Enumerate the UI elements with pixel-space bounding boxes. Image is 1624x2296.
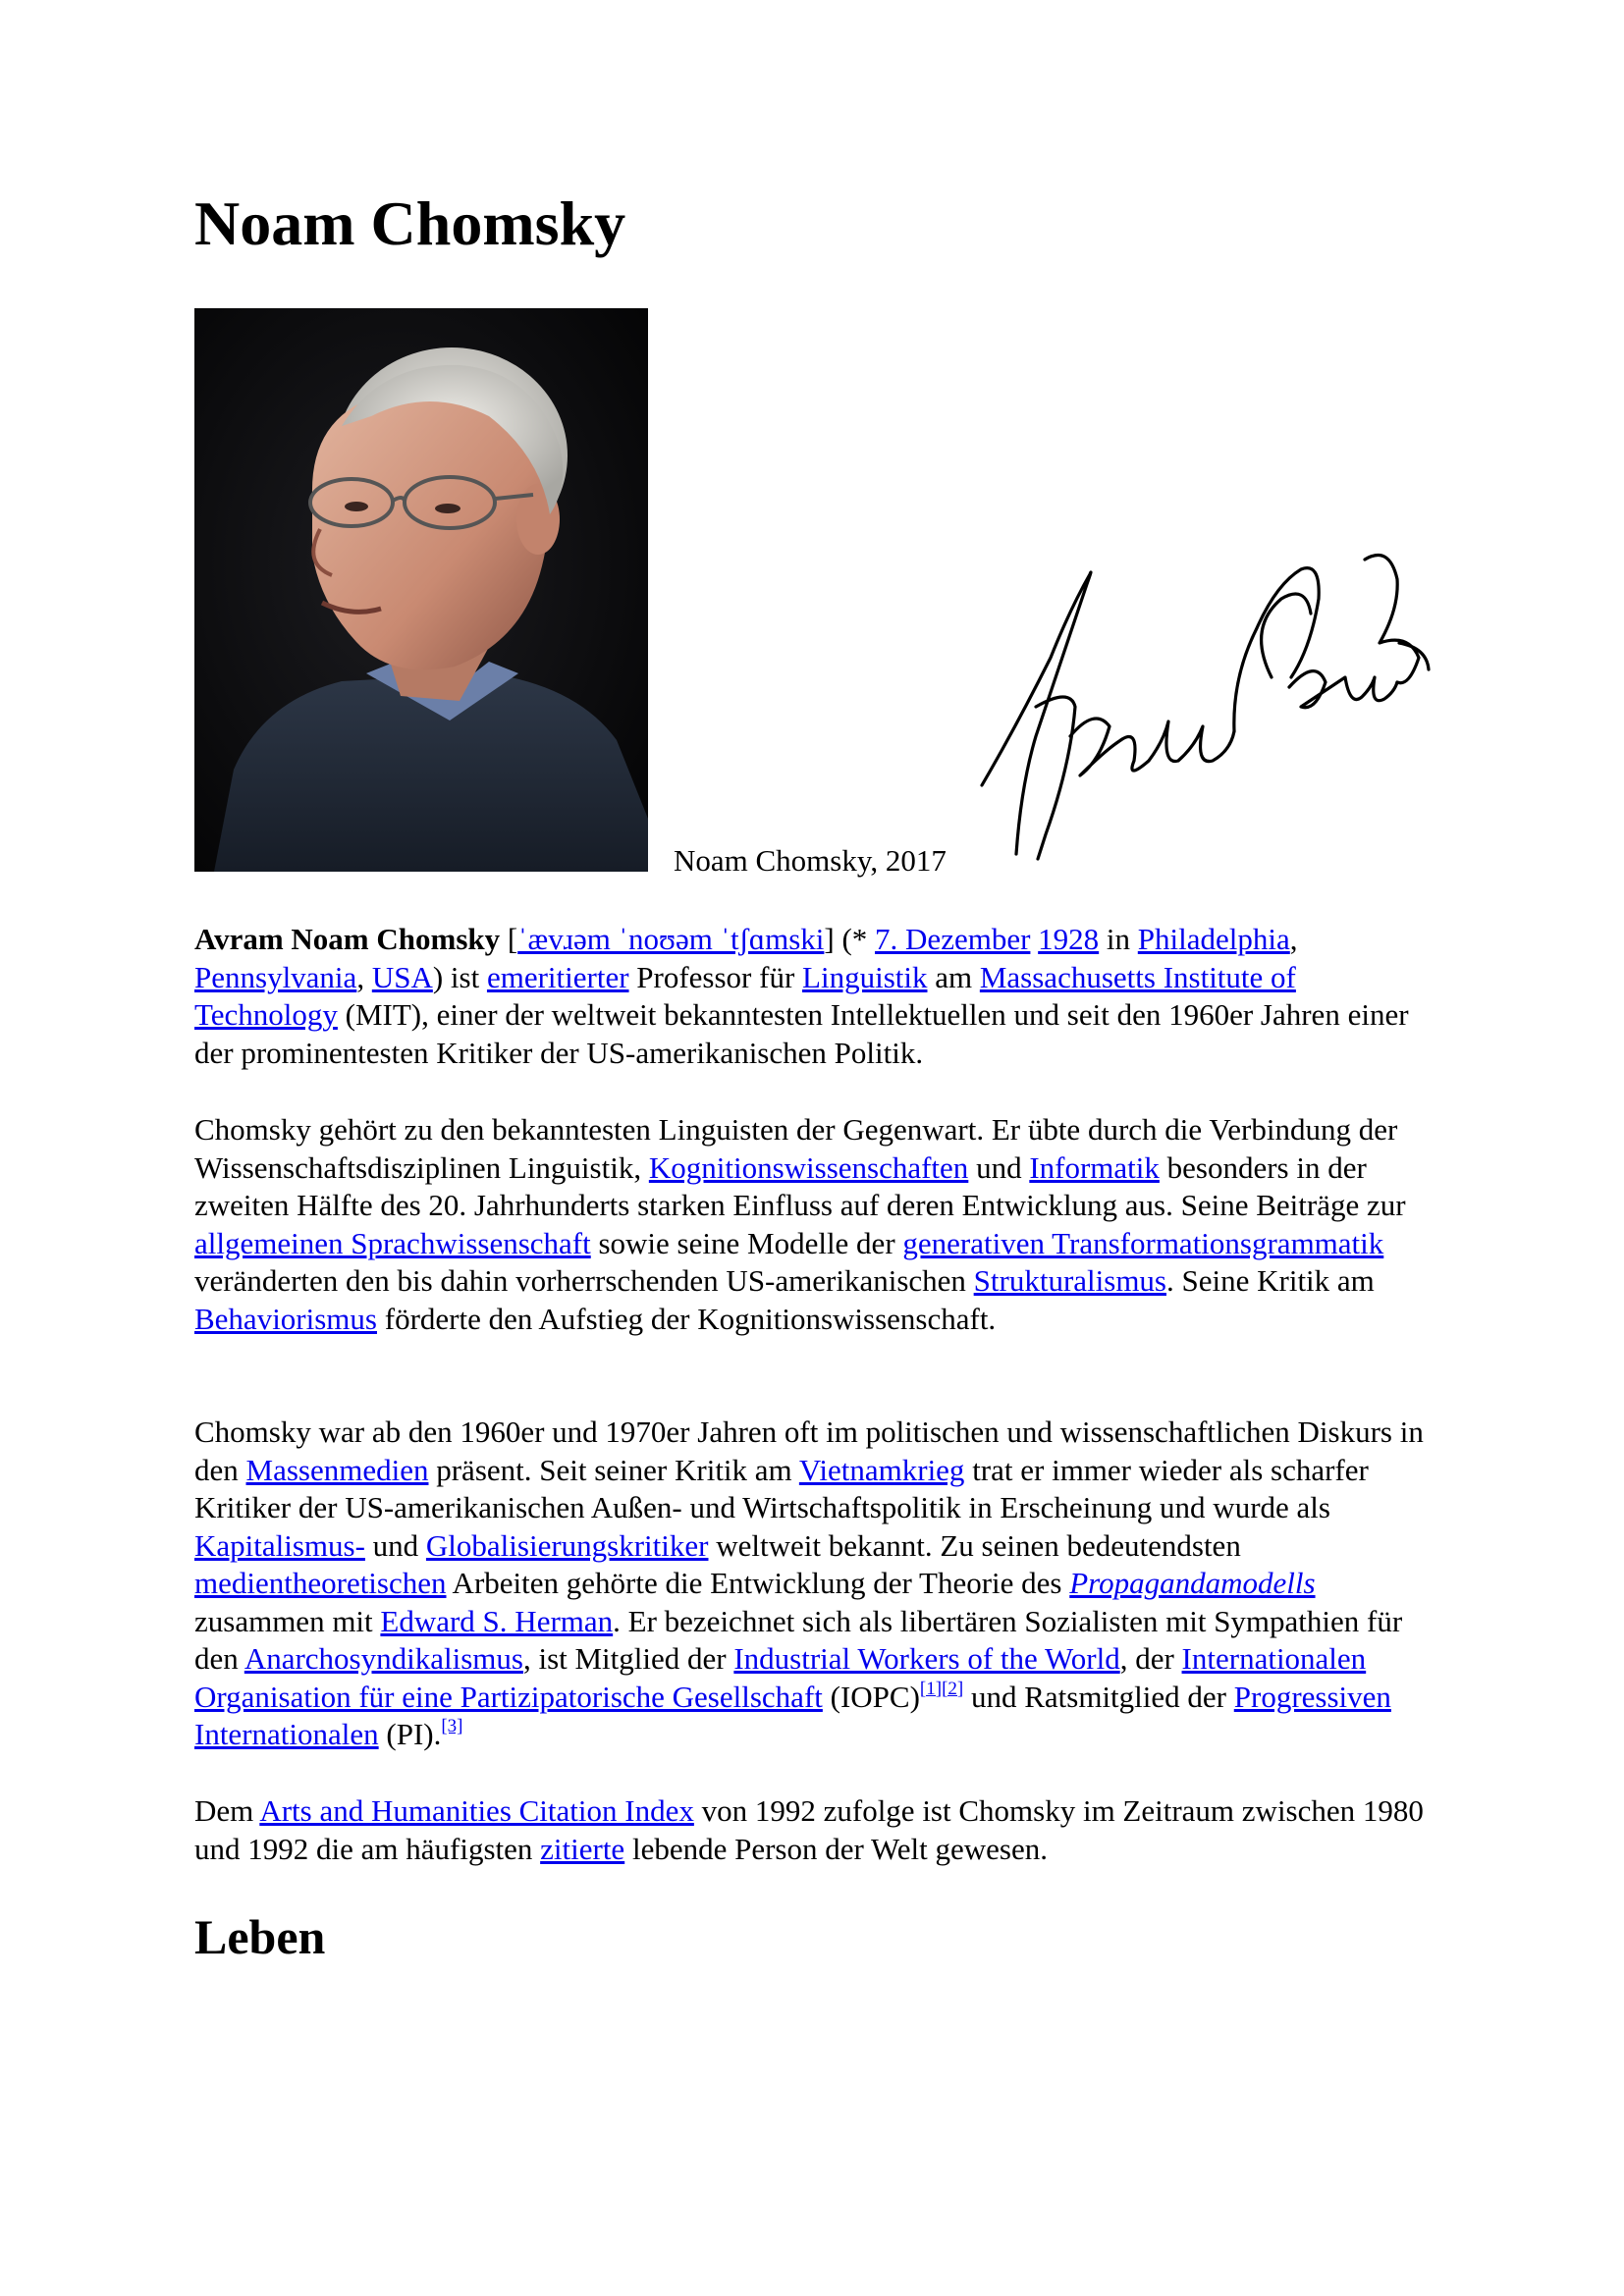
usa-link[interactable]: USA — [371, 959, 433, 994]
text-span: . Seine Kritik am — [1166, 1263, 1375, 1298]
structuralism-link[interactable]: Strukturalismus — [973, 1263, 1166, 1298]
text-span: , der — [1119, 1641, 1182, 1676]
linguistics-link[interactable]: Linguistik — [802, 959, 928, 994]
text-span: ) ist — [432, 959, 487, 994]
text-span: , ist Mitglied der — [522, 1641, 734, 1676]
text-span: förderte den Aufstieg der Kognitionswissenschaft. — [377, 1301, 997, 1336]
politics-paragraph — [194, 1414, 1441, 1754]
footnote-ref-2[interactable]: [2] — [942, 1678, 964, 1699]
text-span: und — [968, 1149, 1030, 1185]
text-span: (IOPC) — [822, 1679, 920, 1714]
progressive-international-link[interactable]: Progressiven Internationalen — [194, 1679, 1391, 1751]
citation-paragraph — [194, 1792, 1441, 1868]
pennsylvania-link[interactable]: Pennsylvania — [194, 959, 357, 994]
anarchosyndicalism-link[interactable]: Anarchosyndikalismus — [244, 1641, 523, 1676]
text-span: Dem — [194, 1793, 260, 1828]
philadelphia-link[interactable]: Philadelphia — [1137, 922, 1290, 956]
intro-paragraph — [194, 921, 1441, 1072]
behaviorism-link[interactable]: Behaviorismus — [194, 1301, 377, 1336]
text-span: . Er bezeichnet sich als libertären Sozialisten mit Sympathien für den — [194, 1603, 1403, 1676]
text-span: Chomsky gehört zu den bekanntesten Linguisten der Gegenwart. Er übte durch die Verbindung der Wissenschaftsdisziplinen Linguistik, — [194, 1112, 1398, 1185]
text-span: Professor für — [628, 959, 803, 994]
text-span: besonders in der zweiten Hälfte des 20. Jahrhunderts starken Einfluss auf deren Entwicklung aus. Seine Beiträge zur — [194, 1149, 1406, 1222]
birth-year-link[interactable]: 1928 — [1038, 922, 1100, 956]
computer-science-link[interactable]: Informatik — [1029, 1149, 1160, 1185]
footnote-refs — [441, 1716, 462, 1736]
ipa-link[interactable]: ˈævɹəm ˈnoʊəm ˈtʃɑmski — [517, 922, 825, 956]
text-span: in — [1099, 922, 1138, 956]
emeritus-link[interactable]: emeritierter — [486, 959, 629, 994]
text-span: und Ratsmitglied der — [963, 1679, 1234, 1714]
text-span: von 1992 zufolge ist Chomsky im Zeitraum zwischen 1980 und 1992 die am häufigsten — [194, 1793, 1424, 1866]
globalization-critic-link[interactable]: Globalisierungskritiker — [425, 1527, 709, 1563]
portrait-photo — [194, 308, 648, 872]
text-span: ] (* — [824, 922, 876, 956]
text-span — [1030, 922, 1038, 956]
footnote-ref-3[interactable]: [3] — [441, 1716, 463, 1736]
text-span: , — [356, 959, 372, 994]
text-span: [ — [500, 922, 518, 956]
cognitive-science-link[interactable]: Kognitionswissenschaften — [648, 1149, 969, 1185]
text-span: und — [364, 1527, 426, 1563]
transformational-grammar-link[interactable]: generativen Transformationsgrammatik — [902, 1225, 1384, 1260]
iopc-link[interactable]: Internationalen Organisation für eine Partizipatorische Gesellschaft — [194, 1641, 1367, 1714]
footnote-ref-1[interactable]: [1] — [919, 1678, 943, 1699]
mit-link[interactable]: Massachusetts Institute of Technology — [194, 959, 1296, 1032]
text-span: , — [1289, 922, 1298, 956]
mass-media-link[interactable]: Massenmedien — [245, 1452, 429, 1487]
page-title: Noam Chomsky — [194, 188, 626, 258]
propaganda-model-link[interactable]: Propagandamodells — [1069, 1566, 1316, 1600]
subject-name: Avram Noam Chomsky — [194, 922, 501, 956]
text-span: lebende Person der Welt gewesen. — [624, 1831, 1048, 1866]
general-linguistics-link[interactable]: allgemeinen Sprachwissenschaft — [194, 1225, 591, 1260]
text-span: Chomsky war ab den 1960er und 1970er Jahren oft im politischen und wissenschaftlichen Diskurs in den — [194, 1415, 1424, 1487]
text-span: veränderten den bis dahin vorherrschenden US-amerikanischen — [194, 1263, 974, 1298]
text-span: (MIT), einer der weltweit bekanntesten Intellektuellen und seit den 1960er Jahren einer der prominentesten Kritiker der US-amerikanischen Politik. — [194, 997, 1409, 1070]
text-span: am — [927, 959, 980, 994]
iww-link[interactable]: Industrial Workers of the World — [733, 1641, 1120, 1676]
signature-image — [977, 540, 1434, 864]
text-span: trat er immer wieder als scharfer Kritiker der US-amerikanischen Außen- und Wirtschaftspolitik in Erscheinung und wurde als — [194, 1452, 1369, 1524]
text-span: weltweit bekannt. Zu seinen bedeutendsten — [708, 1527, 1241, 1563]
vietnam-war-link[interactable]: Vietnamkrieg — [798, 1452, 965, 1487]
text-span: (PI). — [378, 1717, 442, 1751]
image-caption: Noam Chomsky, 2017 — [674, 843, 947, 878]
capitalism-critic-link[interactable]: Kapitalismus- — [194, 1527, 365, 1563]
linguistics-paragraph — [194, 1111, 1441, 1338]
text-span: sowie seine Modelle der — [590, 1225, 903, 1260]
text-span: präsent. Seit seiner Kritik am — [428, 1452, 799, 1487]
text-span: zusammen mit — [194, 1603, 381, 1638]
footnote-refs — [920, 1679, 963, 1699]
ahci-link[interactable]: Arts and Humanities Citation Index — [259, 1793, 694, 1828]
edward-herman-link[interactable]: Edward S. Herman — [380, 1603, 614, 1638]
text-span: Arbeiten gehörte die Entwicklung der Theorie des — [446, 1566, 1070, 1600]
cited-link[interactable]: zitierte — [540, 1831, 625, 1866]
media-theory-link[interactable]: medientheoretischen — [194, 1566, 447, 1600]
section-heading-leben: Leben — [194, 1909, 326, 1964]
birth-date-link[interactable]: 7. Dezember — [875, 922, 1031, 956]
